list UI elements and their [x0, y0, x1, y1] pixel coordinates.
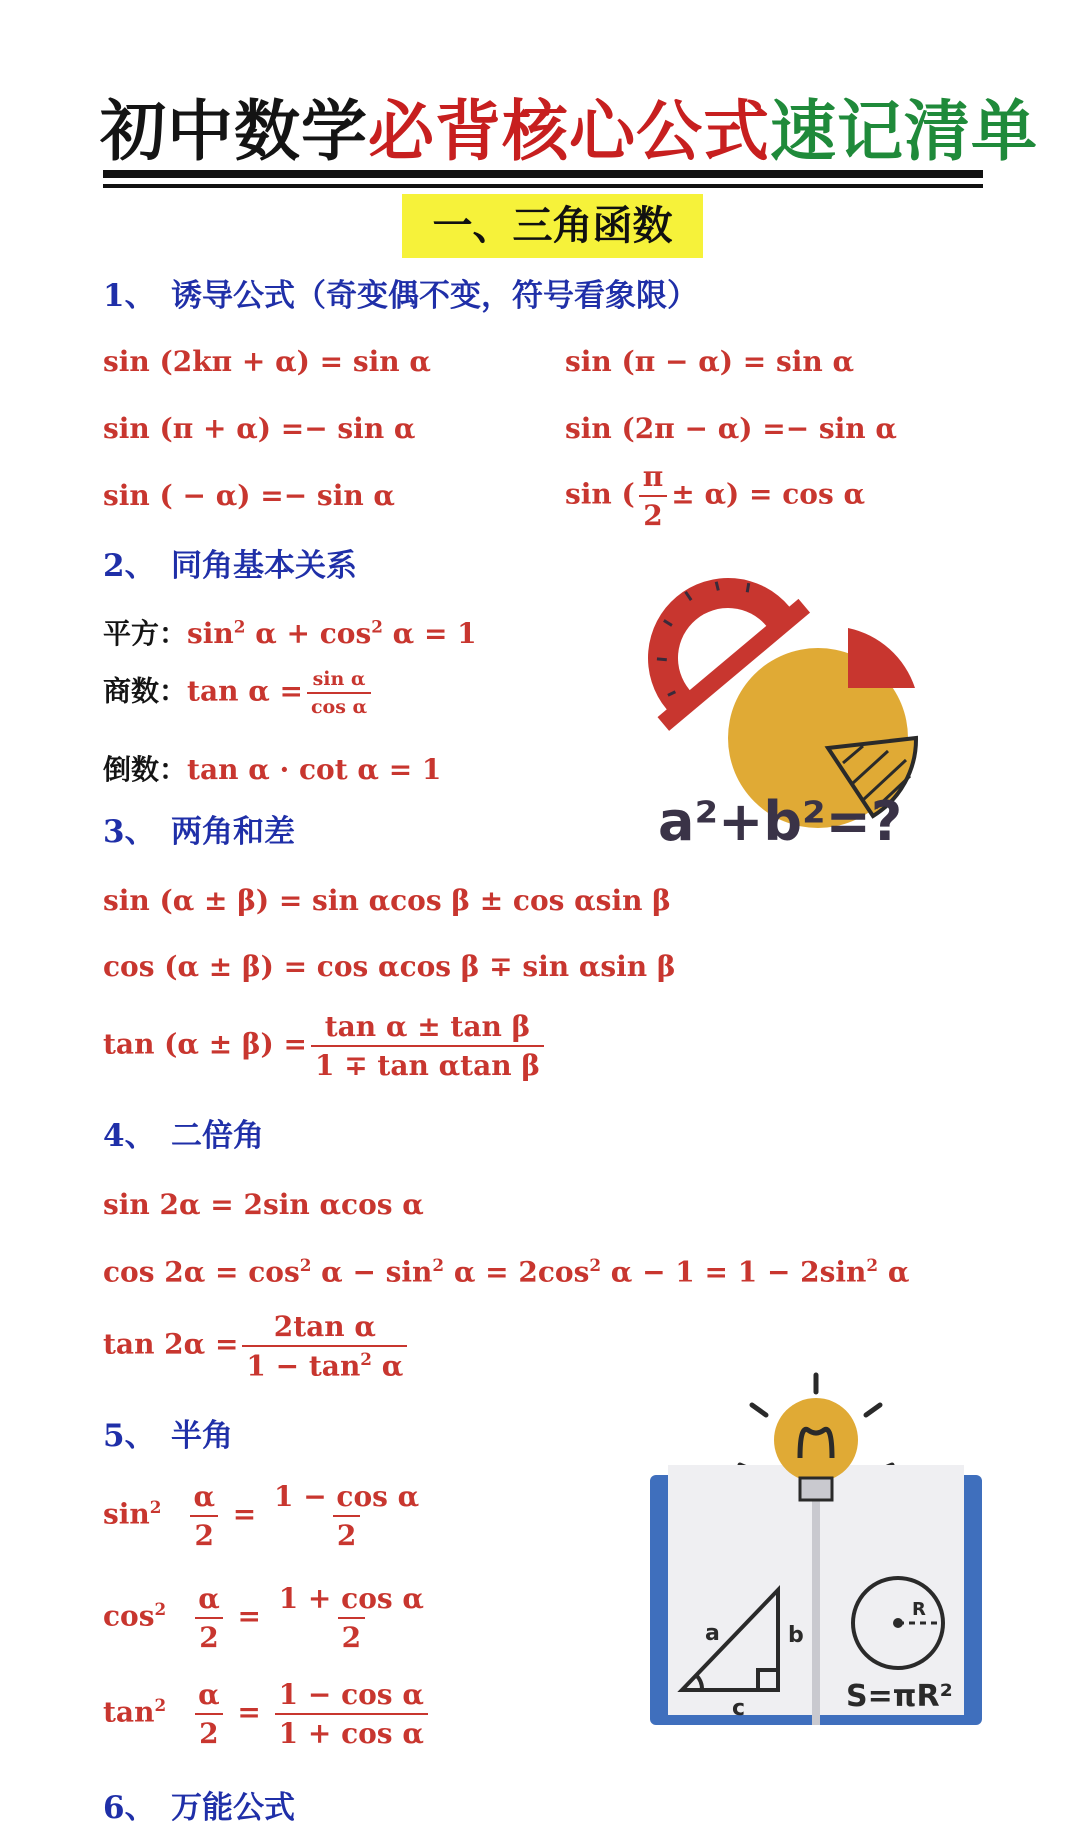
heading-half-angle: 5、 半角	[103, 1418, 233, 1454]
heading-sum-diff: 3、 两角和差	[103, 814, 295, 850]
title-rule-thick	[103, 170, 983, 178]
heading-double-angle: 4、 二倍角	[103, 1118, 264, 1154]
formula-sin-sum: sin (α ± β) = sin αcos β ± cos αsin β	[103, 884, 671, 917]
formula-induction-6: sin ( $\frac{\pi}{2}$ ± α) = cos α	[565, 460, 866, 532]
title-part1: 初中数学	[100, 93, 368, 170]
title-part3: 速记清单	[770, 93, 1038, 170]
formula-cos-double: $\cos 2\alpha = \cos^2 \alpha - \sin^2 \alpha = 2\cos^2$ $\alpha - 1 = 1 - 2\sin^2$ α	[103, 1255, 910, 1289]
formula-sin-double: sin 2α = 2sin αcos α	[103, 1188, 424, 1221]
section-heading: 一、三角函数	[402, 194, 703, 258]
formula-cos-sum: cos (α ± β) = cos αcos β ∓ sin αsin β	[103, 950, 676, 983]
formula-sin-half: $\sin^2$ $\frac{\alpha}{2}$ = $\frac{\text{1 − cos α}}{2}$	[103, 1480, 420, 1552]
formula-induction-3: sin (π + α) =− sin α	[103, 412, 416, 445]
formula-tan-sum: tan (α ± β) = $\frac{\text{tan α ± tan β}}{\text{1 ∓ tan αtan β}}$	[103, 1010, 548, 1082]
title-rule-thin	[103, 184, 983, 188]
formula-quotient: 商数：tan α = $\frac{\text{sin α}}{\text{cos α}}$	[103, 668, 375, 718]
heading-induction: 1、 诱导公式（奇变偶不变，符号看象限）	[103, 278, 698, 314]
triangle-label-a: a	[705, 1621, 720, 1646]
formula-induction-2: sin (π − α) = sin α	[565, 345, 855, 378]
formula-induction-1: sin (2kπ + α) = sin α	[103, 345, 431, 378]
protractor-icon	[648, 548, 988, 858]
formula-square: 平方：$\sin^2 \alpha + \cos^2 \alpha = 1$	[103, 616, 477, 650]
formula-reciprocal: 倒数：tan α · cot α = 1	[103, 753, 442, 786]
formula-induction-4: sin (2π − α) =− sin α	[565, 412, 897, 445]
circle-label-r: R	[912, 1599, 926, 1620]
triangle-label-b: b	[788, 1623, 804, 1648]
page-title	[100, 92, 1038, 172]
title-part2: 必背核心公式	[368, 93, 770, 170]
formula-tan-half: $\tan^2$ $\frac{\alpha}{2}$ = $\frac{\text{1 − cos α}}{\text{1 + cos α}}$	[103, 1678, 432, 1750]
protractor-pie-illustration	[648, 548, 988, 858]
circle-area-formula: S=πR²	[846, 1679, 953, 1714]
formula-induction-5: sin ( − α) =− sin α	[103, 479, 395, 512]
formula-cos-half: $\cos^2$ $\frac{\alpha}{2}$ = $\frac{\text{1 + cos α}}{2}$	[103, 1582, 424, 1654]
book-lightbulb-illustration	[650, 1370, 990, 1730]
formula-tan-double: tan 2α = $\frac{\text{2tan α}}{1 - \tan^2 \alpha}$	[103, 1310, 411, 1382]
triangle-label-c: c	[732, 1696, 746, 1721]
heading-same-angle: 2、 同角基本关系	[103, 548, 357, 584]
heading-universal: 6、 万能公式	[103, 1790, 295, 1826]
pythagoras-question: a²+b²=?	[658, 790, 903, 853]
